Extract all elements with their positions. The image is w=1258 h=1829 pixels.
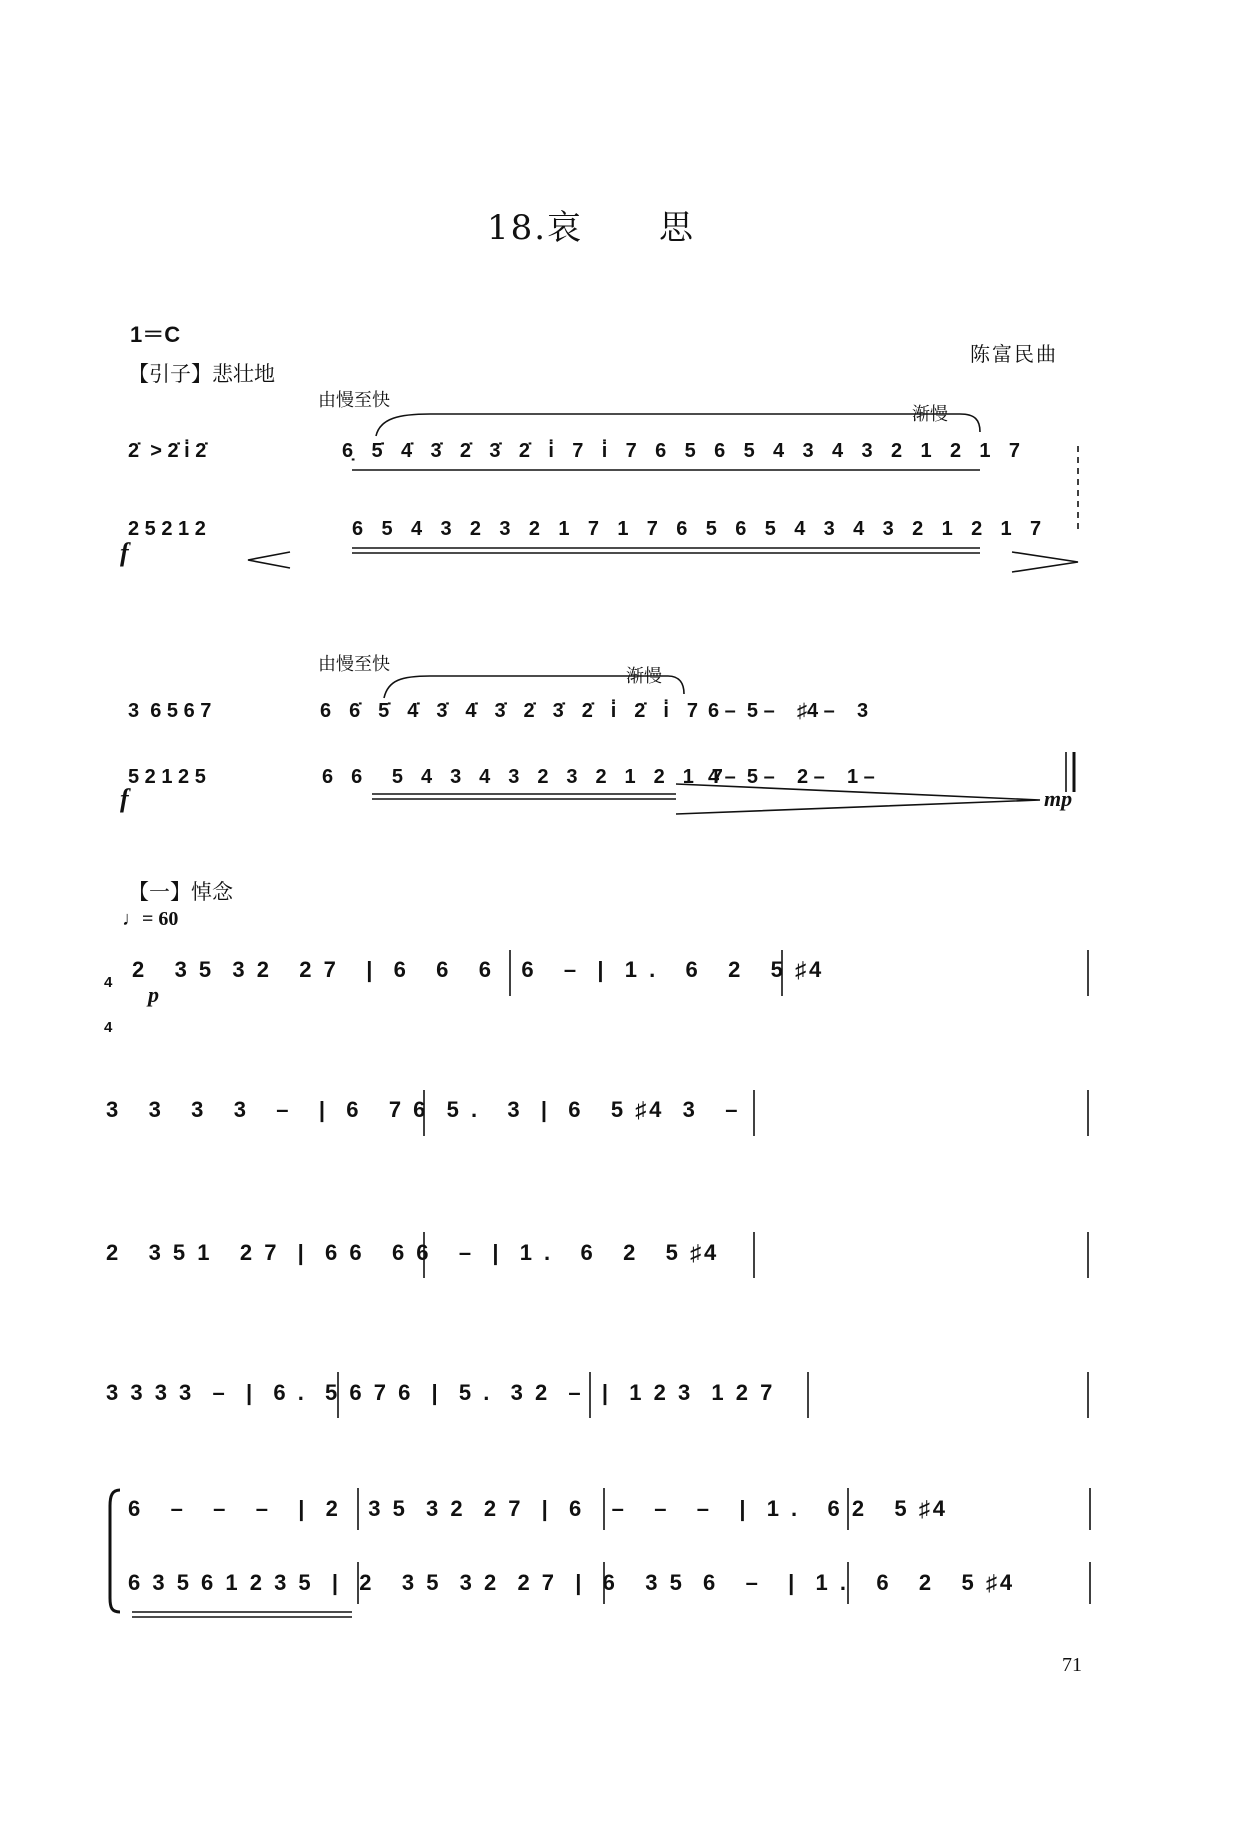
title-number: 18. [486,208,548,248]
intro-line2-lower: 6 6 5 4 3 4 3 2 3 2 1 2 1 7 [322,766,730,788]
intro-line2-lower-chords: 5 2 1 2 5 [128,766,206,788]
time-signature-top: 4 [104,974,113,991]
section1-tempo-value: = 60 [142,908,179,930]
intro-line2-upper: 6 6̇ 5̇ 4̇ 3̇ 4̇ 3̇ 2̇ 3̇ 2̇ i̇ 2̇ i̇ 7 [320,700,705,722]
intro-line2-dynamic-start: f [120,784,129,813]
key-signature: 1＝C [130,322,181,347]
intro-line2-dynamic-end: mp [1044,786,1073,811]
intro-line1-slur [376,414,980,436]
section1-line1: 2 3 5 3 2 2 7 | 6 6 6 6 – | 1 . 6 2 5 ♯4 [132,957,825,982]
time-signature-bottom: 4 [104,1019,113,1036]
intro-line1-upper: 6̣ 5̇ 4̇ 3̇ 2̇ 3̇ 2̇ i̇ 7 i̇ 7 6 5 6 5 4 3 4 3 2 1 2 1 7 [342,440,1027,462]
intro-line1-lower-chords: 2 5 2 1 2 [128,518,206,540]
title-word: 哀思 [547,208,772,248]
quarter-note-icon: ♩ [122,908,142,930]
intro-line2-rit-label: 渐慢 [626,666,662,687]
intro-line2-decrescendo [676,784,1040,814]
intro-line1-lower: 6 5 4 3 2 3 2 1 7 1 7 6 5 6 5 4 3 4 3 2 1 2 1 7 [352,518,1048,540]
system-bracket [110,1490,120,1612]
section1-dynamic: p [148,982,159,1007]
section1-line3: 2 3 5 1 2 7 | 6 6 6 6 – | 1 . 6 2 5 ♯4 [106,1240,720,1265]
intro-line2-tail-lower: 4 – 5 – 2 – 1 – [708,766,875,788]
intro-line2-accel-label: 由慢至快 [318,654,390,675]
intro-line2-slur [384,676,684,698]
intro-accel-label: 由慢至快 [318,390,390,411]
page-number: 71 [1062,1654,1082,1676]
intro-line1-dynamic: f [120,538,129,567]
section1-system-upper: 6 – – – | 2 3 5 3 2 2 7 | 6 – – – | 1 . 6 2 5 ♯4 [128,1496,949,1521]
section1-system-lower: 6 3 5 6 1 2 3 5 | 2 3 5 3 2 2 7 | 6 3 5 6 – | 1 . 6 2 5 ♯4 [128,1570,1016,1595]
intro-line2-chords: 3 6 5 6 7 [128,700,212,722]
intro-line2-tail-upper: 6 – 5 – ♯4 – 3 [708,700,869,722]
intro-line1-crescendo [248,552,290,568]
section1-label: 【一】悼念 [128,880,233,904]
composer-credit: 陈富民曲 [970,342,1058,366]
section1-line4: 3 3 3 3 – | 6 . 5 6 7 6 | 5 . 3 2 – | 1 2 3 1 2 7 [106,1380,776,1405]
intro-rit-label: 渐慢 [912,404,948,425]
intro-section-label: 【引子】悲壮地 [128,362,275,386]
intro-line1-decrescendo [1012,552,1078,572]
section1-line2: 3 3 3 3 – | 6 7 6 5 . 3 | 6 5 ♯4 3 – [106,1097,741,1122]
intro-line1-chords: 2̇ > 2̇ i̇ 2̇ [128,440,207,462]
